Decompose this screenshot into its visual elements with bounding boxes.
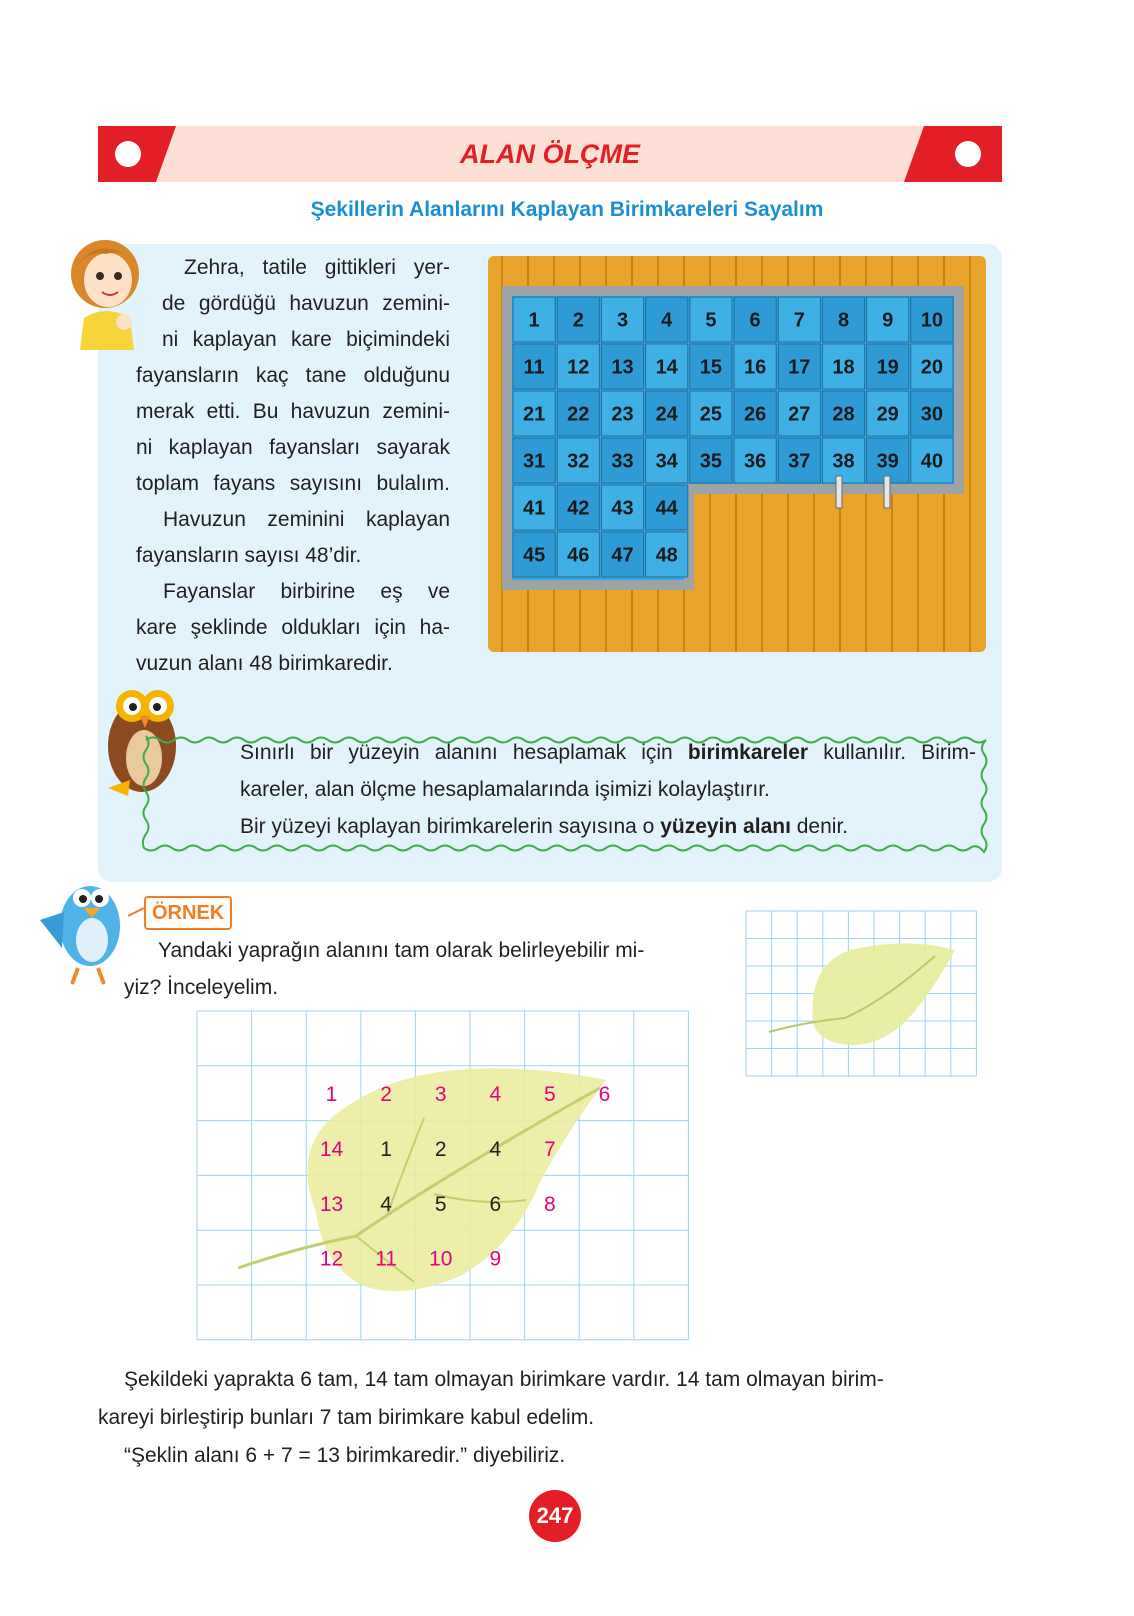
tile-number: 41 (522, 497, 546, 520)
tile-number: 19 (876, 356, 899, 379)
tile-number: 44 (655, 497, 678, 520)
tile-number: 27 (788, 403, 811, 426)
text-line: ni kaplayan kare biçimindeki (162, 328, 450, 351)
page-title: ALAN ÖLÇME (460, 139, 640, 169)
tile-number: 39 (876, 450, 899, 473)
text-line: Fayanslar birbirine eş ve (163, 580, 450, 603)
text-span: Bir yüzeyi kaplayan birimkarelerin sayısına o (240, 815, 661, 838)
text-line (240, 734, 976, 771)
tile-number: 36 (743, 450, 767, 473)
tile-number: 21 (522, 403, 546, 426)
partial-square-number: 5 (544, 1083, 556, 1107)
tile-number: 34 (655, 450, 678, 473)
partial-square-number: 4 (489, 1083, 502, 1107)
text-line: fayansların kaç tane olduğunu (136, 364, 450, 387)
text-line: yiz? İnceleyelim. (124, 976, 279, 999)
partial-square-number: 3 (434, 1083, 447, 1107)
example-badge: ÖRNEK (144, 896, 232, 930)
tile-number: 2 (572, 309, 584, 332)
tile-number: 12 (567, 356, 590, 379)
text-span: kullanılır. Birim- (808, 741, 976, 764)
text-span: Sınırlı bir yüzeyin alanını hesaplamak için (240, 741, 688, 764)
intro-paragraph (136, 250, 450, 682)
partial-square-number: 10 (429, 1247, 453, 1271)
partial-square-number: 1 (325, 1083, 338, 1107)
tile-number: 17 (788, 356, 811, 379)
definition-text (240, 734, 976, 845)
tile-number: 4 (661, 309, 673, 332)
tile-number: 30 (920, 403, 944, 426)
tile-number: 47 (611, 544, 634, 567)
tile-number: 43 (611, 497, 634, 520)
tile-number: 26 (743, 403, 767, 426)
tile-number: 38 (832, 450, 855, 473)
tile-number: 13 (611, 356, 634, 379)
speech-tail-icon (126, 898, 146, 920)
tile-number: 33 (611, 450, 634, 473)
tile-number: 3 (616, 309, 629, 332)
full-square-number: 4 (380, 1192, 392, 1216)
partial-square-number: 7 (544, 1138, 556, 1161)
text-line: toplam fayans sayısını bulalım. (136, 472, 450, 495)
example-text (124, 932, 720, 1006)
tile-number: 37 (788, 450, 811, 473)
partial-square-number: 13 (319, 1192, 344, 1216)
text-line: fayansların sayısı 48’dir. (136, 544, 362, 567)
tile-number: 46 (567, 544, 590, 567)
leaf-grid-diagram (196, 1010, 712, 1354)
text-line: Şekildeki yaprakta 6 tam, 14 tam olmayan birimkare vardır. 14 tam olmayan birim- (124, 1368, 884, 1391)
tile-number: 15 (699, 356, 723, 379)
small-leaf-grid (745, 910, 1005, 1082)
partial-square-number: 2 (380, 1083, 392, 1107)
partial-square-number: 14 (319, 1138, 344, 1161)
full-square-number: 2 (434, 1138, 447, 1161)
text-line (240, 808, 976, 845)
tile-number: 7 (793, 309, 805, 332)
tile-number: 29 (876, 403, 899, 426)
full-square-number: 6 (489, 1192, 502, 1216)
partial-square-number: 9 (489, 1247, 502, 1271)
text-line: kare şeklinde oldukları için ha- (136, 616, 450, 639)
tile-number: 6 (749, 309, 761, 332)
bold-term: yüzeyin alanı (660, 815, 791, 838)
tile-number: 8 (837, 309, 850, 332)
text-line: kareler, alan ölçme hesaplamalarında işimizi kolaylaştırır. (240, 778, 770, 801)
tile-number: 23 (611, 403, 634, 426)
partial-square-number: 6 (598, 1083, 611, 1107)
tile-number: 9 (882, 309, 894, 332)
bird-illustration (38, 868, 132, 992)
text-line: vuzun alanı 48 birimkaredir. (136, 652, 393, 675)
full-square-number: 1 (380, 1138, 392, 1161)
partial-square-number: 11 (375, 1247, 398, 1271)
conclusion-text (98, 1361, 1002, 1475)
full-square-number: 5 (434, 1192, 447, 1216)
section-subtitle: Şekillerin Alanlarını Kaplayan Birimkareleri Sayalım (310, 198, 824, 221)
tile-number: 45 (522, 544, 546, 567)
text-line: kareyi birleştirip bunları 7 tam birimkare kabul edelim. (98, 1406, 595, 1429)
tile-number: 32 (567, 450, 590, 473)
tile-number: 14 (655, 356, 678, 379)
text-line: merak etti. Bu havuzun zemini- (136, 400, 450, 423)
text-line: Zehra, tatile gittikleri yer- (184, 256, 450, 279)
tile-number: 20 (920, 356, 944, 379)
text-line: “Şeklin alanı 6 + 7 = 13 birimkaredir.” diyebiliriz. (124, 1444, 566, 1467)
tile-number: 18 (832, 356, 855, 379)
tile-number: 5 (705, 309, 717, 332)
text-line: Havuzun zeminini kaplayan (163, 508, 450, 531)
page-number: 247 (529, 1490, 581, 1542)
definition-box (136, 730, 994, 858)
text-span: denir. (790, 815, 849, 838)
tile-number: 22 (567, 403, 590, 426)
tile-number: 25 (699, 403, 723, 426)
text-line: de gördüğü havuzun zemini- (162, 292, 450, 315)
full-square-number: 4 (489, 1138, 502, 1161)
text-line: Yandaki yaprağın alanını tam olarak belirleyebilir mi- (158, 939, 645, 962)
section-header (98, 126, 1002, 182)
partial-square-number: 12 (319, 1247, 344, 1271)
pool-illustration (488, 256, 988, 656)
tile-number: 28 (832, 403, 855, 426)
tile-number: 40 (920, 450, 944, 473)
tile-number: 42 (567, 497, 590, 520)
tile-number: 11 (523, 356, 545, 379)
tile-number: 16 (743, 356, 767, 379)
tile-number: 10 (920, 309, 944, 332)
text-line: ni kaplayan fayansları sayarak (136, 436, 450, 459)
tile-number: 48 (655, 544, 678, 567)
partial-square-number: 8 (544, 1192, 556, 1216)
tile-number: 1 (528, 309, 540, 332)
tile-number: 35 (699, 450, 723, 473)
tile-number: 31 (522, 450, 546, 473)
tile-number: 24 (655, 403, 678, 426)
bold-term: birimkareler (687, 741, 809, 764)
